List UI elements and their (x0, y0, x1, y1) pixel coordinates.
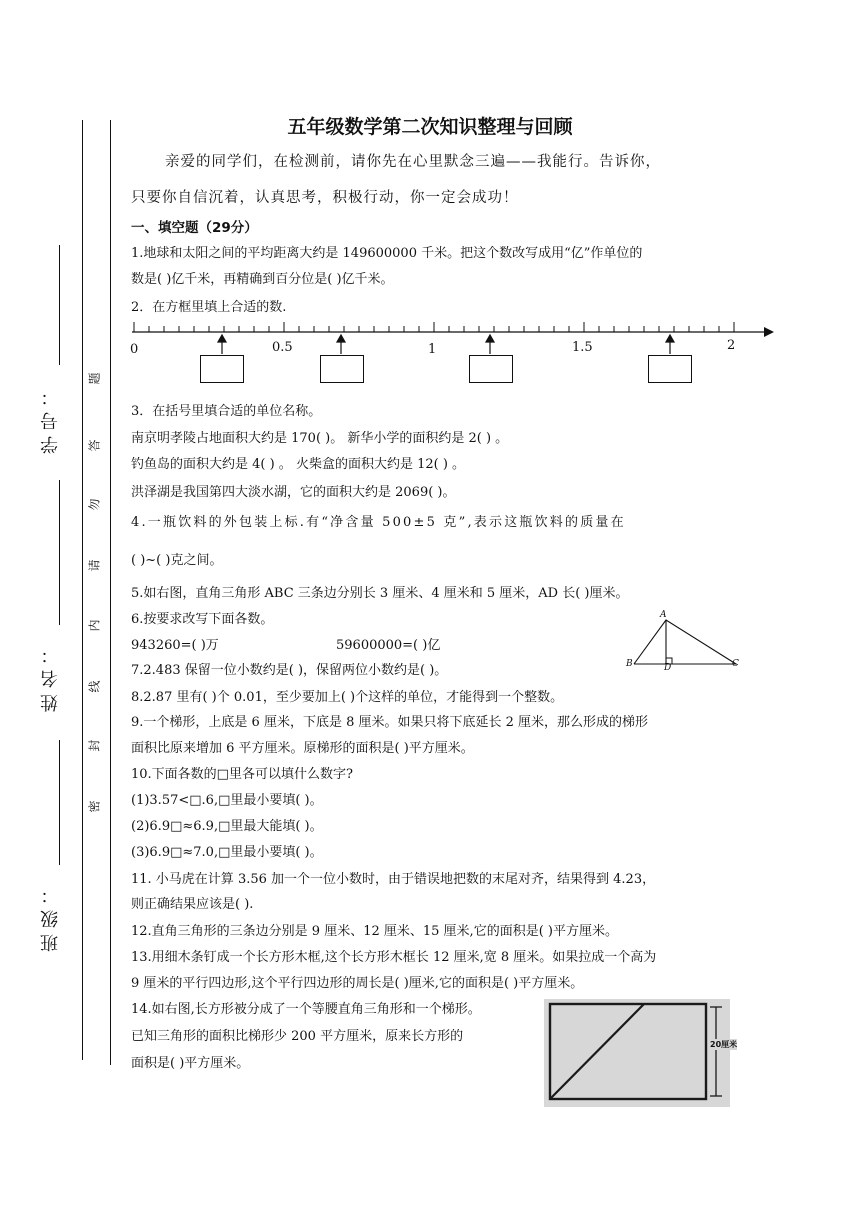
tick-label: 0 (130, 342, 139, 357)
question-3-line-4: 洪泽湖是我国第四大淡水湖，它的面积大约是 2069( )。 (131, 485, 456, 500)
seal-char: 请 (87, 559, 102, 572)
answer-box[interactable] (320, 355, 364, 383)
section-heading: 一、填空题（29分） (131, 220, 258, 236)
student-number-label: 学号： (40, 382, 61, 454)
triangle-figure (624, 610, 744, 674)
question-10-line-3: (2)6.9□≈6.9,□里最大能填( )。 (131, 819, 323, 834)
question-7-line-1: 7.2.483 保留一位小数约是( )，保留两位小数约是( )。 (131, 663, 448, 678)
class-line (59, 740, 60, 865)
question-9-line-1: 9.一个梯形，上底是 6 厘米，下底是 8 厘米。如果只将下底延长 2 厘米，那么形成的梯形 (131, 715, 649, 730)
question-2-line-1: 2．在方框里填上合适的数. (131, 300, 287, 315)
margin-line-inner (110, 120, 111, 1065)
dimension-label: 20厘米 (710, 1040, 738, 1049)
intro-line-1: 亲爱的同学们，在检测前，请你先在心里默念三遍——我能行。告诉你， (165, 154, 661, 170)
seal-char: 内 (87, 619, 102, 632)
triangle-label-c: C (732, 659, 739, 669)
question-4-line-2: ( )~( )克之间。 (131, 553, 223, 568)
triangle-label-b: B (626, 659, 633, 669)
triangle-label-d: D (664, 663, 672, 673)
seal-char: 线 (87, 680, 102, 693)
question-9-line-2: 面积比原来增加 6 平方厘米。原梯形的面积是( )平方厘米。 (131, 741, 474, 756)
seal-char: 密 (87, 800, 102, 813)
answer-box[interactable] (469, 355, 513, 383)
question-11-line-1: 11. 小马虎在计算 3.56 加一个一位小数时，由于错误地把数的末尾对齐，结果得到 4.23， (131, 872, 656, 887)
margin-line-outer (82, 120, 83, 1060)
answer-box[interactable] (648, 355, 692, 383)
question-6-part-b: 59600000=( )亿 (336, 638, 441, 653)
name-label: 姓名： (40, 640, 61, 712)
tick-label: 2 (727, 338, 736, 353)
question-12-line-1: 12.直角三角形的三条边分别是 9 厘米、12 厘米、15 厘米,它的面积是( )平方厘米。 (131, 924, 618, 939)
question-3-line-3: 钓鱼岛的面积大约是 4( ) 。 火柴盒的面积大约是 12( ) 。 (131, 457, 466, 472)
question-3-line-2: 南京明孝陵占地面积大约是 170( )。 新华小学的面积约是 2( ) 。 (131, 431, 509, 446)
question-10-line-1: 10.下面各数的□里各可以填什么数字? (131, 767, 353, 782)
answer-box[interactable] (200, 355, 244, 383)
name-line (59, 480, 60, 625)
seal-char: 答 (87, 439, 102, 452)
tick-label: 0.5 (272, 340, 293, 355)
page-title: 五年级数学第二次知识整理与回顾 (287, 116, 573, 138)
seal-char: 题 (87, 372, 102, 385)
question-4-line-1: 4.一瓶饮料的外包装上标.有“净含量 500±5 克”,表示这瓶饮料的质量在 (131, 515, 626, 530)
class-label: 班级： (40, 880, 61, 952)
question-1-line-1: 1.地球和太阳之间的平均距离大约是 149600000 千米。把这个数改写成用“亿”作单位的 (131, 246, 643, 261)
question-13-line-1: 13.用细木条钉成一个长方形木框,这个长方形木框长 12 厘米,宽 8 厘米。如果拉成一个高为 (131, 950, 657, 965)
question-3-line-1: 3．在括号里填合适的单位名称。 (131, 404, 322, 419)
tick-label: 1.5 (572, 340, 593, 355)
seal-char: 封 (87, 739, 102, 752)
rectangle-figure (544, 999, 738, 1107)
seal-char: 勿 (87, 498, 102, 511)
question-10-line-2: (1)3.57<□.6,□里最小要填( )。 (131, 793, 323, 808)
question-14-line-2: 已知三角形的面积比梯形少 200 平方厘米，原来长方形的 (131, 1029, 464, 1044)
triangle-label-a: A (660, 610, 667, 620)
question-6-line-1: 6.按要求改写下面各数。 (131, 612, 274, 627)
question-11-line-2: 则正确结果应该是( ). (131, 897, 254, 912)
question-14-line-3: 面积是( )平方厘米。 (131, 1056, 250, 1071)
intro-line-2: 只要你自信沉着，认真思考，积极行动，你一定会成功！ (131, 190, 519, 206)
tick-label: 1 (428, 342, 437, 357)
question-1-line-2: 数是( )亿千米，再精确到百分位是( )亿千米。 (131, 272, 394, 287)
question-10-line-4: (3)6.9□≈7.0,□里最小要填( )。 (131, 845, 323, 860)
question-13-line-2: 9 厘米的平行四边形,这个平行四边形的周长是( )厘米,它的面积是( )平方厘米。 (131, 976, 584, 991)
question-14-line-1: 14.如右图,长方形被分成了一个等腰直角三角形和一个梯形。 (131, 1002, 481, 1017)
student-number-line (59, 245, 60, 365)
question-5-line-1: 5.如右图，直角三角形 ABC 三条边分别长 3 厘米、4 厘米和 5 厘米，AD 长( )厘米。 (131, 586, 629, 601)
question-6-part-a: 943260=( )万 (131, 638, 219, 653)
question-8-line-1: 8.2.87 里有( )个 0.01，至少要加上( )个这样的单位，才能得到一个整数。 (131, 690, 564, 705)
